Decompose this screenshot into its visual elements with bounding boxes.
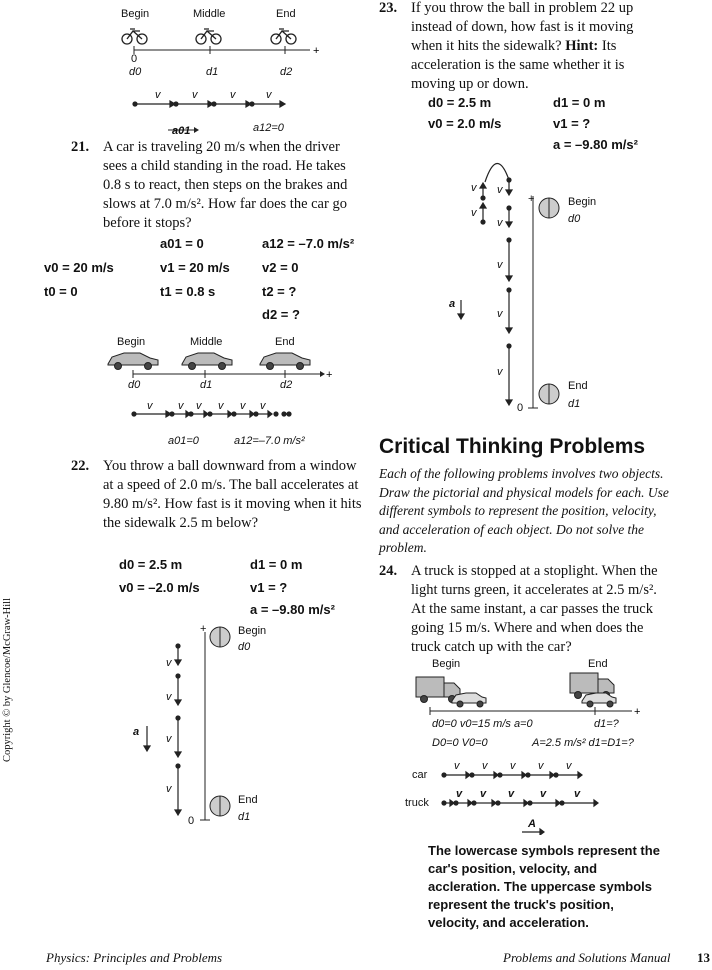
eq-d0: d0 = 2.5 m [428,95,492,110]
label-v: v [166,657,172,669]
ball-icon [210,627,230,647]
eq-v1: v1 = 20 m/s [160,260,230,275]
label-v: v [497,308,503,320]
label-v: v [147,400,153,412]
label-end: End [275,336,295,348]
hint-label: Hint: [565,38,599,54]
label-end: End [568,380,588,392]
label-middle: Middle [190,336,223,348]
label-v: v [166,783,172,795]
label-d1: d1 [568,398,581,410]
ball-up-diagram [445,150,625,420]
label-V: v [456,788,463,800]
eq-t1: t1 = 0.8 s [160,284,216,299]
label-v: v [260,400,266,412]
eq-d0: d0 = 2.5 m [119,557,183,572]
eq-a12: a12 = –7.0 m/s² [262,236,355,251]
problem-text-cont: Its acceleration is the same whether it is moving up or down. [411,38,625,92]
svg-text:+: + [326,369,333,381]
label-v: v [510,760,516,772]
eq-a: a = –9.80 m/s² [250,602,335,617]
label-v: v [230,89,236,101]
label-d0: d0 [128,379,141,391]
footer-right: Problems and Solutions Manual [503,950,671,965]
bike-diagram [100,4,340,139]
label-v: v [497,259,503,271]
label-end: End [238,794,258,806]
label-V: v [540,788,547,800]
label-a01: a01 [172,125,191,137]
label-v: v [196,400,202,412]
label-v: v [497,217,503,229]
bicycle-icon [271,29,296,44]
label-zero: 0 [131,53,138,65]
label-a12: a12=–7.0 m/s² [234,435,305,447]
label-d0: d0 [129,66,142,78]
label-a01: a01=0 [168,435,199,447]
label-a12: a12=0 [253,122,284,134]
label-d1: d1 [206,66,219,78]
eq-v0: v0 = 20 m/s [44,260,114,275]
label-V: v [480,788,487,800]
label-begin: Begin [121,8,150,20]
problem-text: If you throw the ball in problem 22 up instead of down, how fast is it moving when it hits the sidewalk? [411,0,634,54]
label-row1b: d1=? [594,718,619,730]
ball-icon [210,796,230,816]
label-d0: d0 [568,213,581,225]
eq-d2: d2 = ? [262,307,300,322]
problem-22 [71,457,365,533]
label-zero: 0 [188,815,195,827]
footer-left: Physics: Principles and Problems [46,950,223,965]
truck-car-diagram [405,655,650,835]
label-d2: d2 [280,66,293,78]
problem-23 [379,0,661,94]
copyright: Copyright © by Glencoe/McGraw-Hill [2,598,13,762]
label-v: v [482,760,488,772]
label-truck: truck [405,797,429,809]
label-d0: d0 [238,641,251,653]
plus: + [528,193,535,205]
label-d2: d2 [280,379,293,391]
label-V: v [508,788,515,800]
ball-icon [539,384,559,404]
label-v: v [471,182,477,194]
plus: + [200,623,207,635]
label-v: v [266,89,272,101]
problem-text: You throw a ball downward from a window at a speed of 2.0 m/s. The ball accelerates at 9.80 m/s². How fast is it moving when it hits the sidewalk 2.5 m below? [103,458,362,531]
note: The lowercase symbols represent the car's position, velocity, and accleration. The uppercase symbols represent the truck's position, velocity, and acceleration. [428,843,660,930]
eq-v0: v0 = –2.0 m/s [119,580,200,595]
label-v: v [497,366,503,378]
eq-t0: t0 = 0 [44,284,78,299]
label-V: v [574,788,581,800]
page-number: 13 [697,950,710,965]
ball-down-motion-diagram [120,620,300,830]
label-begin: Begin [117,336,146,348]
label-d1: d1 [238,811,251,823]
label-v: v [166,733,172,745]
problem-number: 21. [71,139,90,155]
label-row1: d0=0 v0=15 m/s a=0 [432,718,533,730]
label-v: v [166,691,172,703]
eq-d1: d1 = 0 m [250,557,303,572]
label-v: v [192,89,198,101]
problem-text: A truck is stopped at a stoplight. When the light turns green, it accelerates at 2.5 m/s². At the same instant, a car passes the truck going 15 m/s. Where and when does the truck catch up with the car? [411,563,658,655]
eq-a: a = –9.80 m/s² [553,137,638,152]
label-v: v [497,184,503,196]
car-icon [260,353,310,370]
label-car: car [412,769,428,781]
problem-21 [71,138,365,233]
label-a: a [449,298,456,310]
label-v: v [218,400,224,412]
section-intro: Each of the following problems involves two objects. Draw the pictorial and physical models for each. Use different symbols to represent the position, velocity, and acceleration of each object. Do not solve the problem. [379,466,669,555]
bicycle-icon [196,29,221,44]
problem-number: 24. [379,563,398,579]
label-begin: Begin [568,196,597,208]
eq-v1: v1 = ? [553,116,591,131]
label-v: v [178,400,184,412]
eq-a01: a01 = 0 [160,236,204,251]
problem-24 [379,562,673,657]
ball-down-diagram [120,620,300,830]
eq-v0: v0 = 2.0 m/s [428,116,502,131]
eq-v2: v2 = 0 [262,260,299,275]
eq-t2: t2 = ? [262,284,297,299]
label-middle: Middle [193,8,226,20]
label-v: v [471,207,477,219]
label-row2b: A=2.5 m/s² d1=D1=? [532,737,634,749]
label-end: End [588,658,608,670]
label-end: End [276,8,296,20]
label-v: v [155,89,161,101]
problem-text: A car is traveling 20 m/s when the driver sees a child standing in the road. He takes 0.8 s to react, then steps on the brakes and slows at 7.0 m/s². How far does the car go before it stops? [103,139,348,231]
eq-v1: v1 = ? [250,580,288,595]
label-v: v [240,400,246,412]
eq-d1: d1 = 0 m [553,95,606,110]
car-icon [108,353,158,370]
label-v: v [566,760,572,772]
section-heading: Critical Thinking Problems [379,435,646,458]
problem-number: 22. [71,458,90,474]
car-icon [582,693,616,707]
label-begin: Begin [432,658,461,670]
label-v: v [538,760,544,772]
label-v: v [454,760,460,772]
car-icon [452,693,486,707]
label-a: a [133,726,140,738]
bicycle-icon [122,29,147,44]
problem-number: 23. [379,0,398,16]
ball-icon [539,198,559,218]
car-diagram [100,332,340,452]
car-icon [182,353,232,370]
label-A: A [528,818,536,830]
label-zero: 0 [517,402,524,414]
svg-text:+: + [634,706,641,718]
car-motion-diagram [100,332,340,452]
label-row2: D0=0 V0=0 [432,737,488,749]
svg-text:+: + [313,45,320,57]
label-begin: Begin [238,625,267,637]
label-d1: d1 [200,379,213,391]
